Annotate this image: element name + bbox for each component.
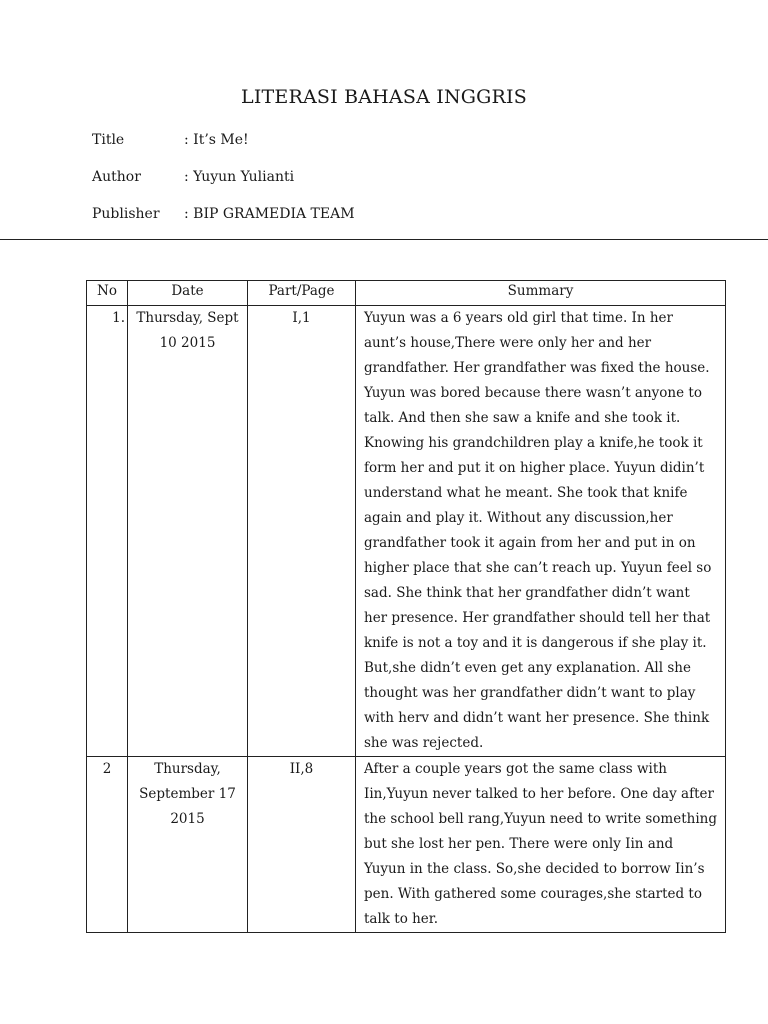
- meta-author-row: [92, 169, 294, 185]
- document-title: LITERASI BAHASA INGGRIS: [241, 86, 527, 108]
- row-part-page: I,1: [248, 306, 356, 757]
- table-row: [87, 306, 726, 757]
- reading-log-table: [86, 280, 726, 933]
- column-header-no: No: [87, 281, 128, 306]
- table-header-row: [87, 281, 726, 306]
- row-date: Thursday, Sept 10 2015: [128, 306, 248, 757]
- meta-title-value: : It’s Me!: [184, 132, 249, 148]
- column-header-part-page: Part/Page: [248, 281, 356, 306]
- meta-publisher-row: [92, 206, 355, 222]
- row-number: 2: [87, 757, 128, 933]
- column-header-date: Date: [128, 281, 248, 306]
- meta-publisher-label: Publisher: [92, 206, 160, 222]
- row-date: Thursday, September 17 2015: [128, 757, 248, 933]
- meta-title-row: [92, 132, 249, 148]
- header-divider: [0, 239, 768, 240]
- row-number: 1.: [87, 306, 128, 757]
- row-summary: After a couple years got the same class with Iin,Yuyun never talked to her before. One day after the school bell rang,Yuyun need to write something but she lost her pen. There were only Iin and Yuyun in the class. So,she decided to borrow Iin’s pen. With gathered some courages,she started to talk to her.: [356, 757, 726, 933]
- row-part-page: II,8: [248, 757, 356, 933]
- meta-author-value: : Yuyun Yulianti: [184, 169, 295, 185]
- meta-publisher-value: : BIP GRAMEDIA TEAM: [184, 206, 355, 222]
- meta-title-label: Title: [92, 132, 125, 148]
- column-header-summary: Summary: [356, 281, 726, 306]
- table-row: [87, 757, 726, 933]
- meta-author-label: Author: [92, 169, 141, 185]
- row-summary: Yuyun was a 6 years old girl that time. In her aunt’s house,There were only her and her grandfather. Her grandfather was fixed the house. Yuyun was bored because there wasn’t anyone to talk. And then she saw a knife and she took it. Knowing his grandchildren play a knife,he took it form her and put it on higher place. Yuyun didin’t understand what he meant. She took that knife again and play it. Without any discussion,her grandfather took it again from her and put in on higher place that she can’t reach up. Yuyun feel so sad. She think that her grandfather didn’t want her presence. Her grandfather should tell her that knife is not a toy and it is dangerous if she play it. But,she didn’t even get any explanation. All she thought was her grandfather didn’t want to play with herv and didn’t want her presence. She think she was rejected.: [356, 306, 726, 757]
